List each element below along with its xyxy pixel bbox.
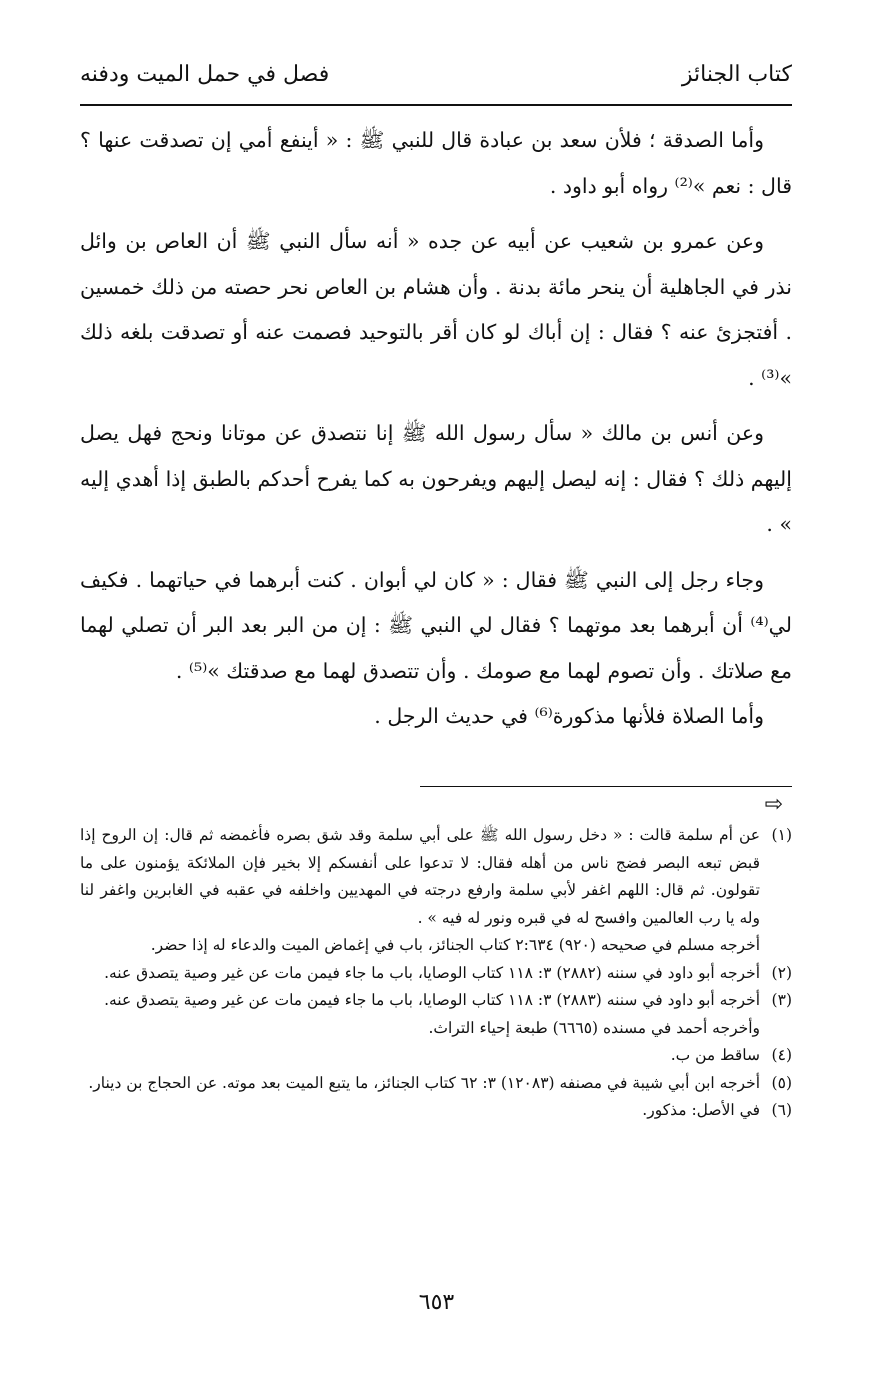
footnote-text: ساقط من ب. xyxy=(670,1046,760,1064)
footnote-rule xyxy=(420,786,792,787)
footnote-text: في الأصل: مذكور. xyxy=(642,1101,760,1119)
paragraph: وأما الصلاة فلأنها مذكورة⁽⁶⁾ في حديث الرجل . xyxy=(374,704,764,728)
footnote-extra: وأخرجه أحمد في مسنده (٦٦٦٥) طبعة إحياء التراث. xyxy=(428,1018,760,1037)
footnote-item xyxy=(80,1070,792,1098)
footnote-item xyxy=(80,822,792,932)
footnote-text: أخرجه ابن أبي شيبة في مصنفه (١٢٠٨٣) ٣: ٦٢ كتاب الجنائز، ما يتبع الميت بعد موته. عن الحجاج بن دينار. xyxy=(88,1073,760,1092)
paragraph: وجاء رجل إلى النبي ﷺ فقال : « كان لي أبوان . كنت أبرهما في حياتهما . فكيف لي⁽⁴⁾ أن أبرهما بعد موتهما ؟ فقال لي النبي ﷺ : إن من البر بعد البر أن تصلي لهما مع صلاتك . وأن تصوم لهما مع صومك . وأن تتصدق لهما مع صدقتك »⁽⁵⁾ . xyxy=(80,567,792,683)
footnote-number: (٦) xyxy=(771,1101,792,1119)
footnote-text: عن أم سلمة قالت : « دخل رسول الله ﷺ على أبي سلمة وقد شق بصره فأغمضه ثم قال: إن الروح إذا قبض تبعه البصر فضج ناس من أهله فقال: لا تدعوا على أنفسكم إلا بخير فإن الملائكة يؤمنون على ما تقولون. ثم قال: اللهم اغفر لأبي سلمة وارفع درجته في المهديين واخلفه في عقبه في الغابرين واغفر لنا وله يا رب العالمين وافسح له في قبره ونور له فيه » . xyxy=(80,826,760,927)
paragraph: وأما الصدقة ؛ فلأن سعد بن عبادة قال للنبي ﷺ : « أينفع أمي إن تصدقت عنها ؟ قال : نعم »⁽²⁾ رواه أبو داود . xyxy=(80,128,792,198)
footnote-number: (٤) xyxy=(771,1046,792,1064)
footnote-number: (١) xyxy=(771,826,792,844)
footnote-item xyxy=(80,1097,792,1125)
header-rule xyxy=(80,104,792,106)
running-header xyxy=(80,58,792,98)
book-title: كتاب الجنائز xyxy=(681,62,792,87)
footnote-item xyxy=(80,1042,792,1070)
footnotes xyxy=(80,822,792,1125)
section-title: فصل في حمل الميت ودفنه xyxy=(80,62,330,87)
paragraph: وعن عمرو بن شعيب عن أبيه عن جده « أنه سأل النبي ﷺ أن العاص بن وائل نذر في الجاهلية أن ينحر مائة بدنة . وأن هشام بن العاص نحر حصته من ذلك خمسين . أفتجزئ عنه ؟ فقال : إن أباك لو كان أقر بالتوحيد فصمت عنه أو تصدقت بلغه ذلك »⁽³⁾ . xyxy=(80,229,792,390)
footnote-text: أخرجه أبو داود في سننه (٢٨٨٣) ٣: ١١٨ كتاب الوصايا، باب ما جاء فيمن مات عن غير وصية يتصدق عنه. xyxy=(104,991,760,1009)
main-text xyxy=(80,118,792,740)
footnote-extra: أخرجه مسلم في صحيحه (٩٢٠) ٢:٦٣٤ كتاب الجنائز، باب في إغماض الميت والدعاء له إذا حضر. xyxy=(150,936,760,954)
footnote-number: (٣) xyxy=(771,991,792,1009)
right-arrow-icon: ⇨ xyxy=(764,792,783,817)
footnote-number: (٥) xyxy=(771,1073,792,1092)
footnote-number: (٢) xyxy=(771,963,792,982)
footnote-item xyxy=(80,960,792,988)
footnote-text: أخرجه أبو داود في سننه (٢٨٨٢) ٣: ١١٨ كتاب الوصايا، باب ما جاء فيمن مات عن غير وصية يتصدق عنه. xyxy=(104,963,760,982)
footnote-item xyxy=(80,987,792,1015)
page-number: ٦٥٣ xyxy=(418,1290,455,1315)
paragraph: وعن أنس بن مالك « سأل رسول الله ﷺ إنا نتصدق عن موتانا ونحج فهل يصل إليهم ذلك ؟ فقال : إنه ليصل إليهم ويفرحون به كما يفرح أحدكم بالطبق إذا أهدي إليه » . xyxy=(80,421,792,536)
